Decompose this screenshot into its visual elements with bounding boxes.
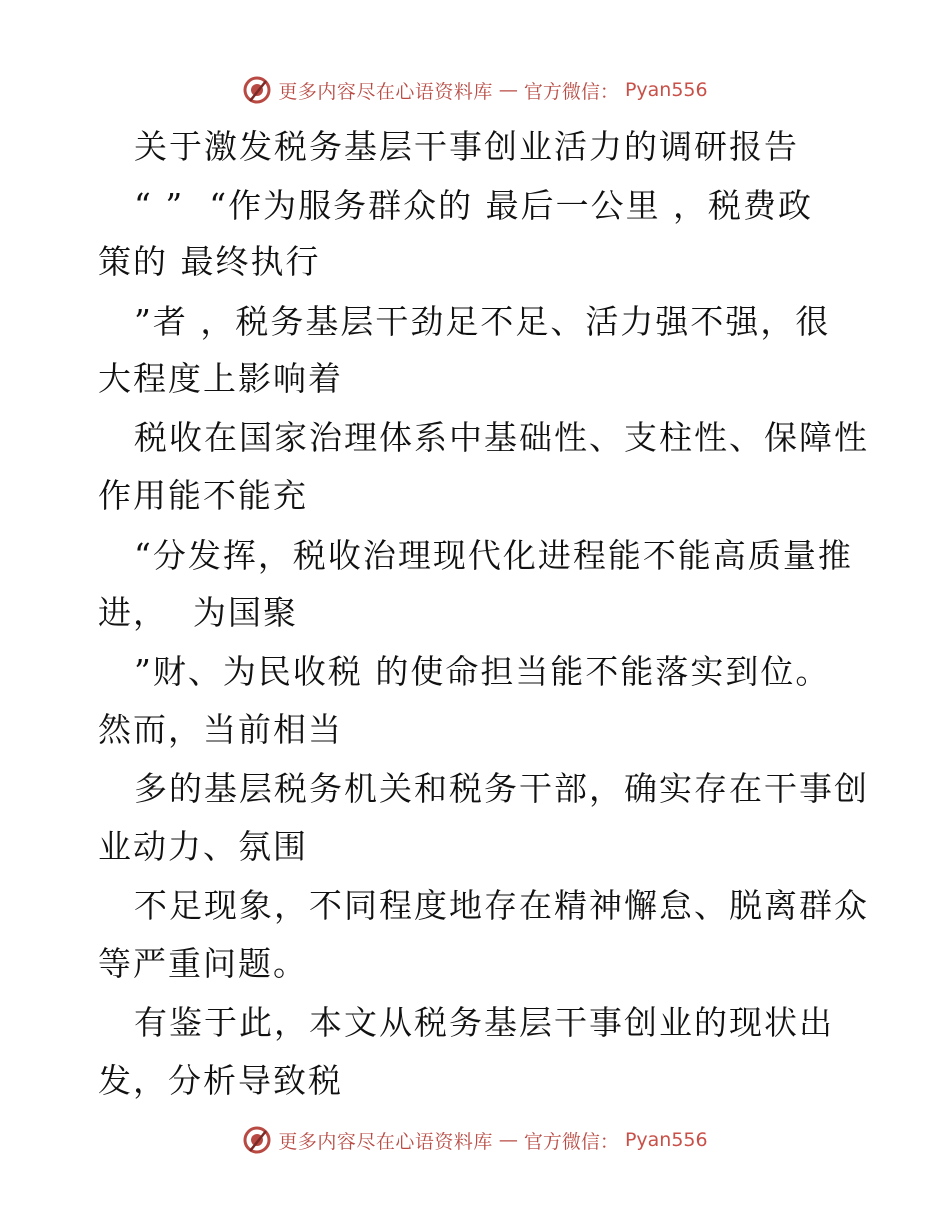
- watermark-separator: —: [498, 1129, 518, 1151]
- body-line: “分发挥，税收治理现代化进程能不能高质量推: [134, 536, 853, 575]
- body-line: 多的基层税务机关和税务干部，确实存在干事创: [134, 769, 869, 808]
- watermark-wechat-id: Pyan556: [624, 1129, 708, 1151]
- body-line: 大程度上影响着: [98, 359, 343, 398]
- body-line: 作用能不能充: [98, 476, 308, 515]
- watermark-wechat-label: 官方微信：: [523, 1130, 619, 1153]
- watermark-separator: —: [498, 79, 518, 101]
- body-line: “ ” “作为服务群众的 最后一公里 ，税费政: [134, 186, 814, 225]
- body-line: 不足现象，不同程度地存在精神懈怠、脱离群众: [134, 886, 869, 925]
- header-watermark: [0, 74, 950, 106]
- footer-watermark: [0, 1124, 950, 1156]
- pen-logo-icon: [242, 75, 272, 105]
- watermark-site-text: 更多内容尽在心语资料库: [278, 80, 493, 103]
- pen-logo-icon: [242, 1125, 272, 1155]
- watermark-wechat-label: 官方微信：: [523, 80, 619, 103]
- body-line: 有鉴于此，本文从税务基层干事创业的现状出: [134, 1003, 834, 1042]
- body-line: ”财、为民收税 的使命担当能不能落实到位。: [134, 652, 831, 691]
- watermark-wechat-id: Pyan556: [624, 79, 708, 101]
- body-line: 然而，当前相当: [98, 710, 343, 749]
- body-line: ”者 ，税务基层干劲足不足、活力强不强，很: [134, 302, 831, 341]
- body-line: 业动力、氛围: [98, 827, 308, 866]
- body-line: 策的 最终执行: [98, 242, 321, 281]
- body-line: 税收在国家治理体系中基础性、支柱性、保障性: [134, 418, 869, 457]
- document-title: 关于激发税务基层干事创业活力的调研报告: [134, 127, 799, 166]
- body-line: 发，分析导致税: [98, 1061, 343, 1100]
- watermark-site-text: 更多内容尽在心语资料库: [278, 1130, 493, 1153]
- body-line: 等严重问题。: [98, 944, 308, 983]
- body-line: 进， 为国聚: [98, 593, 298, 632]
